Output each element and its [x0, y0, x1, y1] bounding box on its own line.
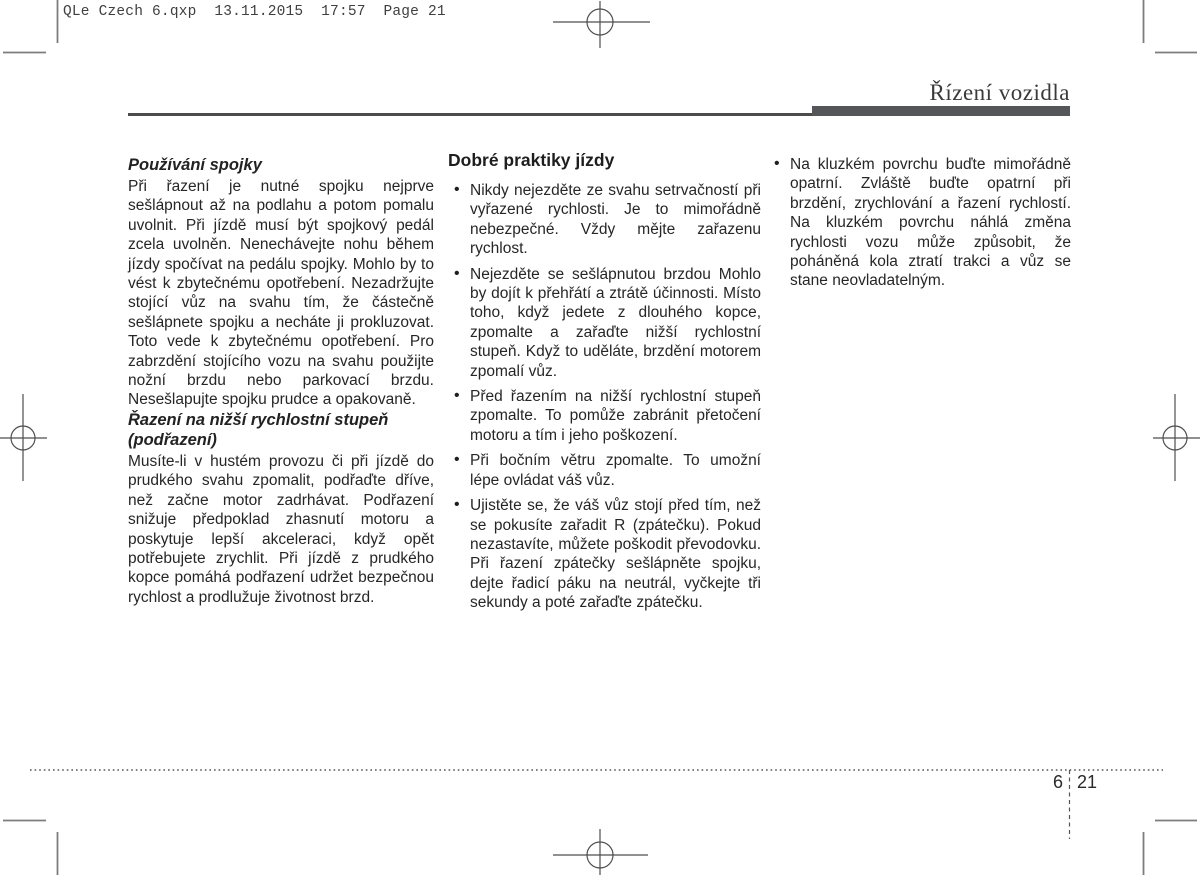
registration-mark-right-middle [1153, 394, 1200, 481]
list-item: • Ujistěte se, že váš vůz stojí před tím, než se pokusíte zařadit R (zpátečku). Pokud nezastavíte, můžete poškodit převodovku. Při řazení zpátečky sešlápněte spojku, dejte řadicí páku na neutrál, vyčkejte tři sekundy a poté zařaďte zpátečku. [448, 496, 761, 612]
print-slug-filename: QLe Czech 6.qxp 13.11.2015 17:57 Page 21 [63, 4, 446, 20]
list-item: • Při bočním větru zpomalte. To umožní lépe ovládat váš vůz. [448, 451, 761, 490]
section-heading-good-practices: Dobré praktiky jízdy [448, 150, 615, 170]
crop-mark-top-right [1144, 0, 1198, 53]
list-item: • Nejezděte se sešlápnutou brzdou Mohlo by dojít k přehřátí a ztrátě účinnosti. Místo toho, když jedete z dlouhého kopce, zpomalte a zařaďte nižší rychlostní stupeň. Když to uděláte, brzdění motorem zpomalí vůz. [448, 265, 761, 381]
header-bar [812, 106, 1070, 116]
slippery-surface-list [773, 155, 1071, 291]
registration-mark-top-center [553, 1, 650, 48]
list-item: • Nikdy nejezděte ze svahu setrvačností při vyřazené rychlosti. Je to mimořádně nebezpečné. Vždy mějte zařazenu rychlost. [448, 181, 761, 259]
crop-mark-top-left [3, 0, 58, 53]
registration-mark-left-middle [0, 394, 47, 481]
crop-mark-bottom-left [3, 821, 58, 875]
section-heading-clutch: Používání spojky [128, 156, 262, 174]
page-title: Řízení vozidla [929, 80, 1070, 105]
paragraph-clutch: Při řazení je nutné spojku nejprve sešlápnout až na podlahu a potom pomalu uvolnit. Při jízdě musí být spojkový pedál zcela uvolněn. Nenechávejte nohu během jízdy spočívat na pedálu spojky. Mohlo by to vést k zbytečnému opotřebení. Nezadržujte stojící vůz na svahu tím, že částečně sešlápnete spojku a necháte ji prokluzovat. Toto vede k zbytečnému opotřebení. Pro zabrzdění stojícího vozu na svahu použijte nožní brzdu nebo parkovací brzdu. Nesešlapujte spojku prudce a opakovaně. [128, 178, 434, 409]
column-1 [128, 155, 434, 607]
paragraph-downshift: Musíte-li v hustém provozu či při jízdě do prudkého svahu zpomalit, podřaďte dříve, než začne motor zadrhávat. Podřazení snižuje předpoklad zhasnutí motoru a poskytuje lepší akceleraci, když opět potřebujete zrychlit. Při jízdě z prudkého kopce pomáhá podřazení udržet bezpečnou rychlost a prodlužuje životnost brzd. [128, 452, 434, 606]
crop-mark-bottom-right [1144, 821, 1198, 875]
list-item: • Před řazením na nižší rychlostní stupeň zpomalte. To pomůže zabránit přetočení motoru a tím i jeho poškození. [448, 387, 761, 445]
registration-mark-bottom-center [553, 829, 648, 875]
column-2 [448, 150, 761, 619]
chapter-number: 6 [1052, 772, 1063, 792]
column-3 [773, 155, 1071, 297]
good-practices-list [448, 181, 761, 613]
page-in-chapter: 21 [1077, 772, 1098, 792]
section-heading-downshift: Řazení na nižší rychlostní stupeň (podřazení) [128, 410, 389, 449]
list-item: • Na kluzkém povrchu buďte mimořádně opatrní. Zvláště buďte opatrní při brzdění, zrychlování a řazení rychlostí. Na kluzkém povrchu náhlá změna rychlosti vozu může způsobit, že poháněná kola ztratí trakci a vůz se stane neovladatelným. [773, 155, 1071, 291]
page-number [1030, 772, 1097, 793]
trim-guide-dotted-line [30, 770, 1163, 839]
